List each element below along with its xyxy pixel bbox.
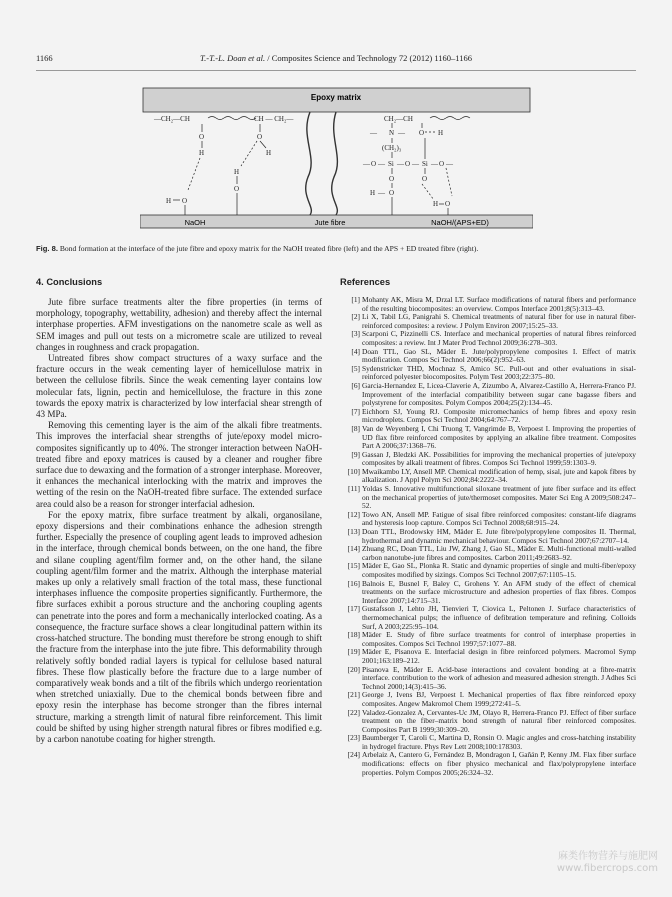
- reference-text: Li X, Tabil LG, Panigrahi S. Chemical treatments of natural fiber for use in natural fiber-reinforced composites: a review. J Polym Environ 2007;15:25–33.: [362, 312, 636, 330]
- references-list: [340, 296, 636, 777]
- svg-text:—: —: [412, 160, 419, 168]
- reference-item: [340, 580, 636, 606]
- reference-number: [16]: [347, 578, 360, 588]
- naoh-aps-label: NaOH/(APS+ED): [431, 218, 489, 227]
- reference-number: [20]: [347, 664, 360, 674]
- reference-item: [340, 691, 636, 708]
- right-chain: CH₂—CH: [384, 115, 413, 123]
- reference-item: [340, 365, 636, 382]
- svg-text:O: O: [389, 175, 395, 183]
- reference-item: [340, 751, 636, 777]
- reference-number: [14]: [347, 544, 360, 554]
- reference-item: [340, 485, 636, 511]
- conclusions-paragraph: Jute fibre surface treatments alter the fibre properties (in terms of morphology, topography, wettability, adhesion) and thereby affect the internal interphase properties. AFM investigations on the nanometre scale as well as SEM images and pull out tests on a micrometre scale are utilized to reveal changes in roughness and crack propagation.: [36, 297, 322, 352]
- conclusions-paragraph: Untreated fibres show compact structures of a waxy surface and the fracture occurs in the weak cementing layer of hemicellulose matrix in between the cellulose fibrils. Since the weak cementing layer contains low molecular fats, lignin, pectin and hemicellulose, the fracture in this zone towards the epoxy matrix is characterized by low interfacial shear strength of 43 MPa.: [36, 353, 322, 420]
- reference-item: [340, 330, 636, 347]
- svg-text:O: O: [371, 160, 377, 168]
- jute-fibre-label: Jute fibre: [314, 218, 346, 227]
- svg-text:O: O: [422, 175, 428, 183]
- reference-item: [340, 648, 636, 665]
- conclusions-paragraph: Removing this cementing layer is the aim of the alkali fibre treatments. This improves the interfacial shear strengths of jute/epoxy model micro-composites significantly up to 40%. The stronger interaction between NaOH-treated fibre and epoxy matrices is caused by a cleaner and rougher fibre surface due to dewaxing and the formation of a stronger interphase. Moreover, it enhances the mechanical interlocking with the matrix and improves the wetting of the resin on the NaOH-treated fibre surface. The extended surface area could also be a reason for stronger interfacial adhesion.: [36, 420, 322, 509]
- watermark: [557, 851, 658, 875]
- conclusions-body: [36, 297, 322, 745]
- reference-text: Gassan J, Bledzki AK. Possibilities for improving the mechanical properties of jute/epoxy composites by alkali treatment of fibres. Compos Sci Technol 1999;59:1303–9.: [362, 449, 636, 468]
- reference-item: [340, 408, 636, 425]
- svg-text:Si: Si: [422, 160, 428, 168]
- svg-text:—: —: [378, 160, 385, 168]
- reference-text: Mohanty AK, Misra M, Drzal LT. Surface modifications of natural fibers and performance of the resulting biocomposites: an overview. Compos Interface 2001;8(5):313–43.: [362, 295, 636, 313]
- running-journal: / Composites Science and Technology 72 (2012) 1160–1166: [265, 53, 472, 63]
- svg-text:—: —: [431, 160, 438, 168]
- left-chain-end: CH — CH₂—: [254, 115, 294, 123]
- reference-text: Towo AN, Ansell MP. Fatigue of sisal fibre reinforced composites: constant-life diagrams and hysteresis loop capture. Compos Sci Technol 2008;68:915–24.: [362, 509, 636, 528]
- svg-text:O: O: [389, 189, 395, 197]
- reference-number: [7]: [351, 406, 360, 416]
- reference-number: [2]: [351, 312, 360, 322]
- svg-text:O: O: [419, 129, 425, 137]
- reference-number: [4]: [351, 346, 360, 356]
- reference-number: [18]: [347, 630, 360, 640]
- page-number: 1166: [36, 53, 53, 63]
- reference-text: Gustafsson J, Lehto JH, Tienvieri T, Ciovica L, Peltonen J. Surface characteristics of thermomechanical pulps; the influence of defibration temperature and refining. Colloids Surf, A 2003;225:95–104.: [362, 604, 636, 631]
- conclusions-heading: 4. Conclusions: [36, 277, 103, 287]
- reference-text: Valadez-Gonzalez A, Cervantes-Uc JM, Olayo R, Herrera-Franco PJ. Effect of fiber surface treatment on the fiber–matrix bond strength of natural fiber reinforced composites. Composites Part B 1999;30:309–20.: [362, 707, 636, 734]
- figure-caption-text: Bond formation at the interface of the jute fibre and epoxy matrix for the NaOH treated fibre (left) and the APS + ED treated fibre (right).: [57, 244, 479, 253]
- reference-item: [340, 313, 636, 330]
- reference-text: Baumberger T, Caroli C, Martina D, Ronsin O. Magic angles and cross-hatching instability in hydrogel fracture. Phys Rev Lett 2008;100:178303.: [362, 733, 636, 751]
- reference-text: Mäder E, Gao SL, Plonka R. Static and dynamic properties of single and multi-fiber/epoxy composites modified by sizings. Compos Sci Technol 2007;67:1105–15.: [362, 561, 636, 579]
- svg-text:O: O: [234, 185, 240, 193]
- reference-number: [17]: [347, 604, 360, 614]
- reference-text: Scarponi C, Pizzinelli CS. Interface and mechanical properties of natural fibres reinforced composites: a review. Int J Mater Prod Technol 2009;36:278–303.: [362, 329, 636, 347]
- svg-text:Si: Si: [388, 160, 394, 168]
- reference-number: [21]: [347, 690, 360, 700]
- reference-item: [340, 734, 636, 751]
- svg-text:—: —: [378, 189, 385, 197]
- reference-number: [10]: [347, 466, 360, 476]
- reference-item: [340, 631, 636, 648]
- svg-text:H: H: [166, 197, 172, 205]
- reference-item: [340, 348, 636, 365]
- svg-text:O: O: [405, 160, 411, 168]
- svg-text:N: N: [389, 129, 395, 137]
- reference-item: [340, 528, 636, 545]
- reference-number: [13]: [347, 527, 360, 537]
- reference-item: [340, 605, 636, 631]
- reference-number: [5]: [351, 363, 360, 373]
- figure-caption: [36, 244, 636, 254]
- reference-item: [340, 296, 636, 313]
- figure-caption-label: Fig. 8.: [36, 244, 58, 253]
- left-chain-start: —CH₂—CH: [154, 115, 190, 123]
- reference-item: [340, 382, 636, 408]
- svg-text:O: O: [199, 133, 205, 141]
- reference-text: Doan TTL, Gao SL, Mäder E. Jute/polypropylene composites I. Effect of matrix modification. Compos Sci Technol 2006;66(2):952–63.: [362, 346, 636, 365]
- reference-text: Mwaikambo LY, Ansell MP. Chemical modification of hemp, sisal, jute and kapok fibres by alkalization. J Appl Polym Sci 2002;84:2222–34.: [362, 466, 636, 485]
- svg-text:(CH₂)₃: (CH₂)₃: [382, 144, 402, 152]
- svg-text:H: H: [433, 200, 439, 208]
- epoxy-matrix-label: Epoxy matrix: [310, 93, 362, 102]
- watermark-line-1: 麻类作物营养与施肥网: [558, 851, 658, 862]
- svg-text:H: H: [266, 149, 272, 157]
- reference-text: George J, Ivens BJ, Verpoest I. Mechanical properties of flax fibre reinforced epoxy composites. Angew Makromol Chem 1999;272:41–5.: [362, 690, 636, 708]
- svg-text:O: O: [257, 133, 263, 141]
- reference-number: [23]: [347, 733, 360, 743]
- reference-number: [22]: [347, 707, 360, 717]
- svg-text:O: O: [439, 160, 445, 168]
- naoh-label: NaOH: [184, 218, 206, 227]
- figure-8-diagram: [140, 82, 533, 230]
- reference-text: Garcia-Hernandez E, Licea-Claverie A, Zizumbo A, Alvarez-Castillo A, Herrera-Franco PJ. Improvement of the interfacial compatibility between sugar cane bagasse fibers and polystyrene for composites. Polym Compos 2004;25(2):134–45.: [362, 380, 636, 408]
- reference-number: [6]: [351, 380, 360, 390]
- reference-item: [340, 562, 636, 579]
- svg-text:—: —: [363, 160, 370, 168]
- reference-item: [340, 709, 636, 735]
- reference-text: Pisanova E, Mäder E. Acid-base interactions and covalent bonding at a fibre-matrix interface. contribution to the work of adhesion and measured adhesion strength. J Adhes Sci Technol 2000;14(3):415–36.: [362, 664, 636, 691]
- reference-number: [15]: [347, 561, 360, 571]
- reference-text: Balnois E, Busnel F, Baley C, Grohens Y. An AFM study of the effect of chemical treatments on the surface microstructure and adhesion properties of flax fibres. Compos Interface 2007;14:715–31.: [362, 578, 636, 605]
- references-heading: References: [340, 277, 391, 287]
- reference-text: Mäder E, Pisanova E. Interfacial design in fibre reinforced polymers. Macromol Symp 2001;163:189–212.: [362, 647, 636, 665]
- reference-number: [9]: [351, 449, 360, 459]
- reference-text: Van de Weyenberg I, Chi Truong T, Vangrimde B, Verpoest I. Improving the properties of UD flax fibre reinforced composites by applying an alkaline fibre treatment. Composites Part A 2006;37:1368–76.: [362, 423, 636, 451]
- reference-number: [8]: [351, 423, 360, 433]
- running-authors: T.-T.-L. Doan et al.: [200, 53, 266, 63]
- reference-text: Sydenstricker THD, Mochnaz S, Amico SC. Pull-out and other evaluations in sisal-reinforced polyester biocomposites. Polym Test 2003;22:375–80.: [362, 363, 636, 382]
- svg-text:—: —: [370, 129, 377, 137]
- conclusions-paragraph: For the epoxy matrix, fibre surface treatment by alkali, organosilane, epoxy dispersions and their combinations enhance the adhesion strength further. Especially the presence of coupling agent leads to improved adhesion in the interface, through chemical bonds between, on the one hand, the fibre and silane coupling agent/film former and, on the other hand, the silane coupling agent/film former and the matrix. Although the interphase material makes up only a relatively small fraction of the total mass, these functional interphases influence the composite properties significantly. Furthermore, the fibre surfaces exhibit a porous structure and the anchoring coupling agents can penetrate into the pores and form a mechanically interlocked coating. As a consequence, the fracture surface shows a clear longitudinal pattern within its cross-hatched structure. The bonding must therefore be strong enough to shift the fracture from the interphase into the jute fibre. This deformability through relatively softly bonded radial layers is typical for cellulose based natural fibres. These flow plastically before the fracture due to a large number of comparatively weak bonds and a tilt of the fibrils which undergo reorientation when stretched uniaxially. Due to the chemical bonds between fibre and epoxy resin the interphase has become stronger than the fibres internal structure, marking a strength limit of natural fibre reinforcement. This limit could be shifted by using higher strength natural fibres or fibres modified e.g. by a carbon nanotube coating for higher strength.: [36, 509, 322, 744]
- svg-text:—: —: [398, 129, 405, 137]
- svg-text:O: O: [445, 200, 451, 208]
- reference-number: [12]: [347, 509, 360, 519]
- reference-text: Eichhorn SJ, Young RJ. Composite micromechanics of hemp fibres and epoxy resin microdroplets. Compos Sci Technol 2004;64:767–72.: [362, 406, 636, 425]
- reference-number: [24]: [347, 750, 360, 760]
- reference-item: [340, 468, 636, 485]
- reference-item: [340, 666, 636, 692]
- reference-item: [340, 425, 636, 451]
- svg-text:H: H: [234, 168, 240, 176]
- reference-item: [340, 451, 636, 468]
- reference-item: [340, 511, 636, 528]
- reference-text: Arbelaiz A, Cantero G, Fernández B, Mondragon I, Gañán P, Kenny JM. Flax fiber surface modifications: effects on fiber physico mechanical and flax/polypropylene interface properties. Polym Compos 2005;26:324–32.: [362, 750, 636, 777]
- svg-text:H: H: [199, 149, 205, 157]
- reference-item: [340, 545, 636, 562]
- svg-text:—: —: [446, 160, 453, 168]
- reference-number: [1]: [351, 295, 360, 304]
- svg-text:—: —: [397, 160, 404, 168]
- reference-number: [11]: [347, 484, 360, 494]
- running-title: [36, 53, 636, 63]
- reference-text: Doan TTL, Brodowsky HM, Mäder E. Jute fibre/polypropylene composites II. Thermal, hydrothermal and dynamic mechanical behaviour. Compos Sci Technol 2007;67:2707–14.: [362, 527, 636, 545]
- reference-number: [3]: [351, 329, 360, 339]
- header-rule: [36, 70, 636, 71]
- watermark-line-2: www.fibercrops.com: [556, 863, 658, 874]
- svg-text:O: O: [182, 197, 188, 205]
- reference-text: Mäder E. Study of fibre surface treatments for control of interphase properties in composites. Compos Sci Technol 1997;57:1077–88.: [362, 630, 636, 648]
- reference-text: Zhuang RC, Doan TTL, Liu JW, Zhang J, Gao SL, Mäder E. Multi-functional multi-walled carbon nanotube-jute fibres and composites. Carbon 2011;49:2683–92.: [362, 544, 636, 562]
- svg-text:H: H: [438, 129, 444, 137]
- reference-number: [19]: [347, 647, 360, 657]
- svg-text:H: H: [370, 189, 376, 197]
- reference-text: Yoldas S. Innovative multifunctional siloxane treatment of jute fiber surface and its effect on the mechanical properties of jute/thermoset composites. Mater Sci Eng A 2009;508:247–52.: [362, 484, 636, 511]
